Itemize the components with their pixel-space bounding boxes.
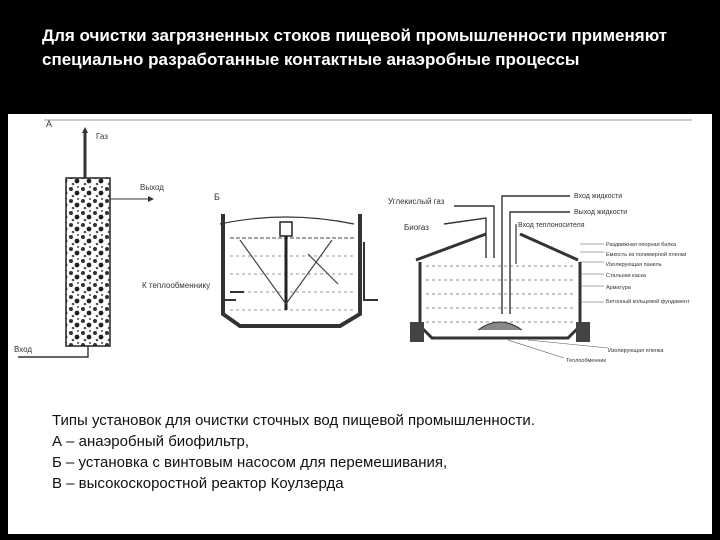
- panel-b-letter: Б: [214, 192, 220, 202]
- panel-a-letter: А: [46, 119, 53, 129]
- inlet-label: Вход: [14, 345, 33, 354]
- foundation-left: [410, 322, 424, 342]
- bottom-heater: [478, 322, 522, 330]
- roof: [416, 234, 578, 260]
- caption-line-3: Б – установка с винтовым насосом для перемешивания,: [52, 454, 448, 471]
- callout-label-6: Бетонный кольцевой фундамент: [606, 299, 690, 305]
- panel-c-reactor: [388, 193, 690, 364]
- reactor-diagram: [8, 114, 712, 374]
- heat-in-label: Вход теплоносителя: [518, 222, 585, 229]
- callout-label-3: Изолирующая панель: [606, 262, 662, 268]
- caption: [52, 410, 692, 494]
- panel-b-mixing-unit: [142, 192, 378, 326]
- biofilter-column: [66, 178, 110, 346]
- callout-label-4: Стальная каска: [606, 273, 647, 279]
- content-area: [8, 114, 712, 534]
- biogas-pipe: [444, 218, 486, 258]
- callout-label-5: Арматура: [606, 285, 631, 291]
- callout-label-2: Емкость из полимерной пленки: [606, 252, 687, 258]
- callout-label-1: Раздвижная опорная балка: [606, 242, 677, 248]
- heat-exchanger-label: К теплообменнику: [142, 281, 211, 290]
- liquid-in-label: Вход жидкости: [574, 193, 623, 200]
- callout-label-7: Изолирующая пленка: [608, 348, 664, 354]
- gas-label: Газ: [96, 132, 108, 141]
- title-band: [0, 0, 720, 113]
- caption-line-1: Типы установок для очистки сточных вод пищевой промышленности.: [52, 412, 535, 429]
- co2-pipe: [454, 206, 494, 258]
- liquid-out-label: Выход жидкости: [574, 209, 628, 216]
- slide-title: Для очистки загрязненных стоков пищевой промышленности применяют специально разработанные контактные анаэробные процессы: [42, 26, 668, 69]
- callout-label-8: Теплообменник: [566, 358, 606, 364]
- biogas-label: Биогаз: [404, 223, 429, 232]
- outlet-label: Выход: [140, 183, 164, 192]
- caption-line-4: В – высокоскоростной реактор Коулзерда: [52, 475, 344, 492]
- foundation-right: [576, 322, 590, 342]
- caption-line-2: А – анаэробный биофильтр,: [52, 433, 249, 450]
- panel-a-biofilter: [14, 119, 164, 357]
- pump-motor: [280, 222, 292, 236]
- co2-label: Углекислый газ: [388, 197, 445, 206]
